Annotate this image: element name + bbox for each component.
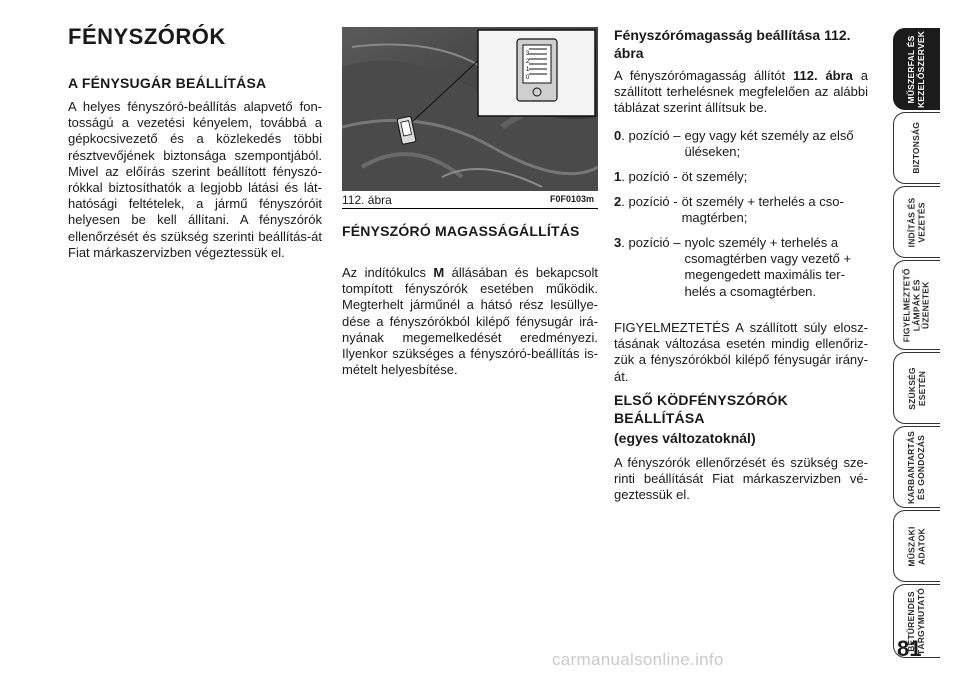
position-list: [614, 120, 868, 300]
list-item: 1. pozíció - öt személy;: [614, 169, 748, 185]
list-item: 3. pozíció – nyolc személy + terhelés a csomagtérben vagy vezető + megengedett maximális ter-helés a csomagtérben.: [614, 235, 852, 299]
dial-mark-2: 2: [526, 59, 530, 65]
tab-maintenance[interactable]: KARBANTARTÁS ÉS GONDOZÁS: [893, 426, 940, 508]
warning-paragraph: FIGYELMEZTETÉS A szállított súly elosz-tásának változása esetén mindig ellenőriz-zük a fényszórókból kilépő fénysugár irány-át.: [614, 320, 868, 384]
beam-adjustment-paragraph: A helyes fényszóró-beállítás alapvető fon-tosságú a vezetési kényelem, továbbá a gépkocsivezető és a közlekedés többi résztvevőjének biztonsága szempontjából. Mivel az előírás szerint beállított fényszó-rókkal biztosíthatók a legjobb látási és lát-hatósági feltételek, a jármű fényszóróit helyesen be kell állítani. A fényszórók ellenőrzését és szükség szerinti beállítás-át Fiat márkaszervizben végeztessük el.: [68, 99, 322, 260]
section-heading-fog-lights: ELSŐ KÖDFÉNYSZÓRÓK BEÁLLÍTÁSA: [614, 392, 788, 426]
figure-112-illustration: [342, 27, 598, 191]
fog-lights-subheading: (egyes változatoknál): [614, 430, 756, 446]
tab-warning-lights[interactable]: FIGYELMEZTETŐ LÁMPÁK ÉS ÜZENETEK: [893, 260, 940, 350]
dial-mark-0: 0: [526, 75, 530, 81]
tab-emergency[interactable]: SZÜKSÉG ESETÉN: [893, 352, 940, 424]
tab-index[interactable]: BETŰRENDES TÁRGYMUTATÓ: [893, 584, 940, 658]
ignition-key-position: M: [433, 265, 445, 280]
tab-starting-driving[interactable]: INDÍTÁS ÉS VEZETÉS: [893, 186, 940, 258]
tab-technical-data[interactable]: MŰSZAKI ADATOK: [893, 510, 940, 582]
list-item: 2. pozíció - öt személy + terhelés a cso-magtérben;: [614, 193, 844, 225]
fog-lights-paragraph: A fényszórók ellenőrzését és szükség sze-rinti beállítását Fiat márkaszervizben vé-geztessük el.: [614, 455, 868, 503]
dashboard-illustration: [342, 27, 598, 191]
headlight-levelling-paragraph: Az indítókulcs M állásában és bekapcsolt tompított fényszórók esetében működik. Megterhelt járműnél a hátsó rész lesüllye-dése a fényszórókból kilépő fénysugár irá-nyának megemelkedését eredményezi. Ilyenkor szükséges a fényszóró-beállítás is-mételt helyesbítése.: [342, 265, 598, 378]
dial-mark-1: 1: [526, 67, 530, 73]
tab-dashboard-controls[interactable]: MŰSZERFAL ÉS KEZELŐSZERVEK: [893, 28, 940, 110]
figure-caption-row: [342, 192, 598, 209]
tab-safety[interactable]: BIZTONSÁG: [893, 112, 940, 184]
figure-code: F0F0103m: [549, 194, 594, 204]
dial-mark-3: 3: [526, 51, 530, 57]
height-adjustment-intro: A fényszórómagasság állítót 112. ábra a szállított terhelésnek megfelelően az alábbi táblázat szerint állítsuk be.: [614, 68, 869, 116]
page-title: FÉNYSZÓRÓK: [68, 24, 226, 49]
section-heading-headlight-levelling: FÉNYSZÓRÓ MAGASSÁGÁLLÍTÁS: [342, 223, 580, 239]
section-heading-height-adjustment: Fényszórómagasság beállítása 112. ábra: [614, 27, 851, 61]
section-heading-beam-adjustment: A FÉNYSUGÁR BEÁLLÍTÁSA: [68, 75, 267, 91]
list-item: 0. pozíció – egy vagy két személy az első üléseken;: [614, 128, 854, 160]
page-number: 81: [897, 636, 922, 661]
leveller-dial-detail: [517, 39, 557, 101]
figure-caption: 112. ábra: [342, 193, 392, 207]
watermark: carmanualsonline.info: [552, 650, 724, 669]
